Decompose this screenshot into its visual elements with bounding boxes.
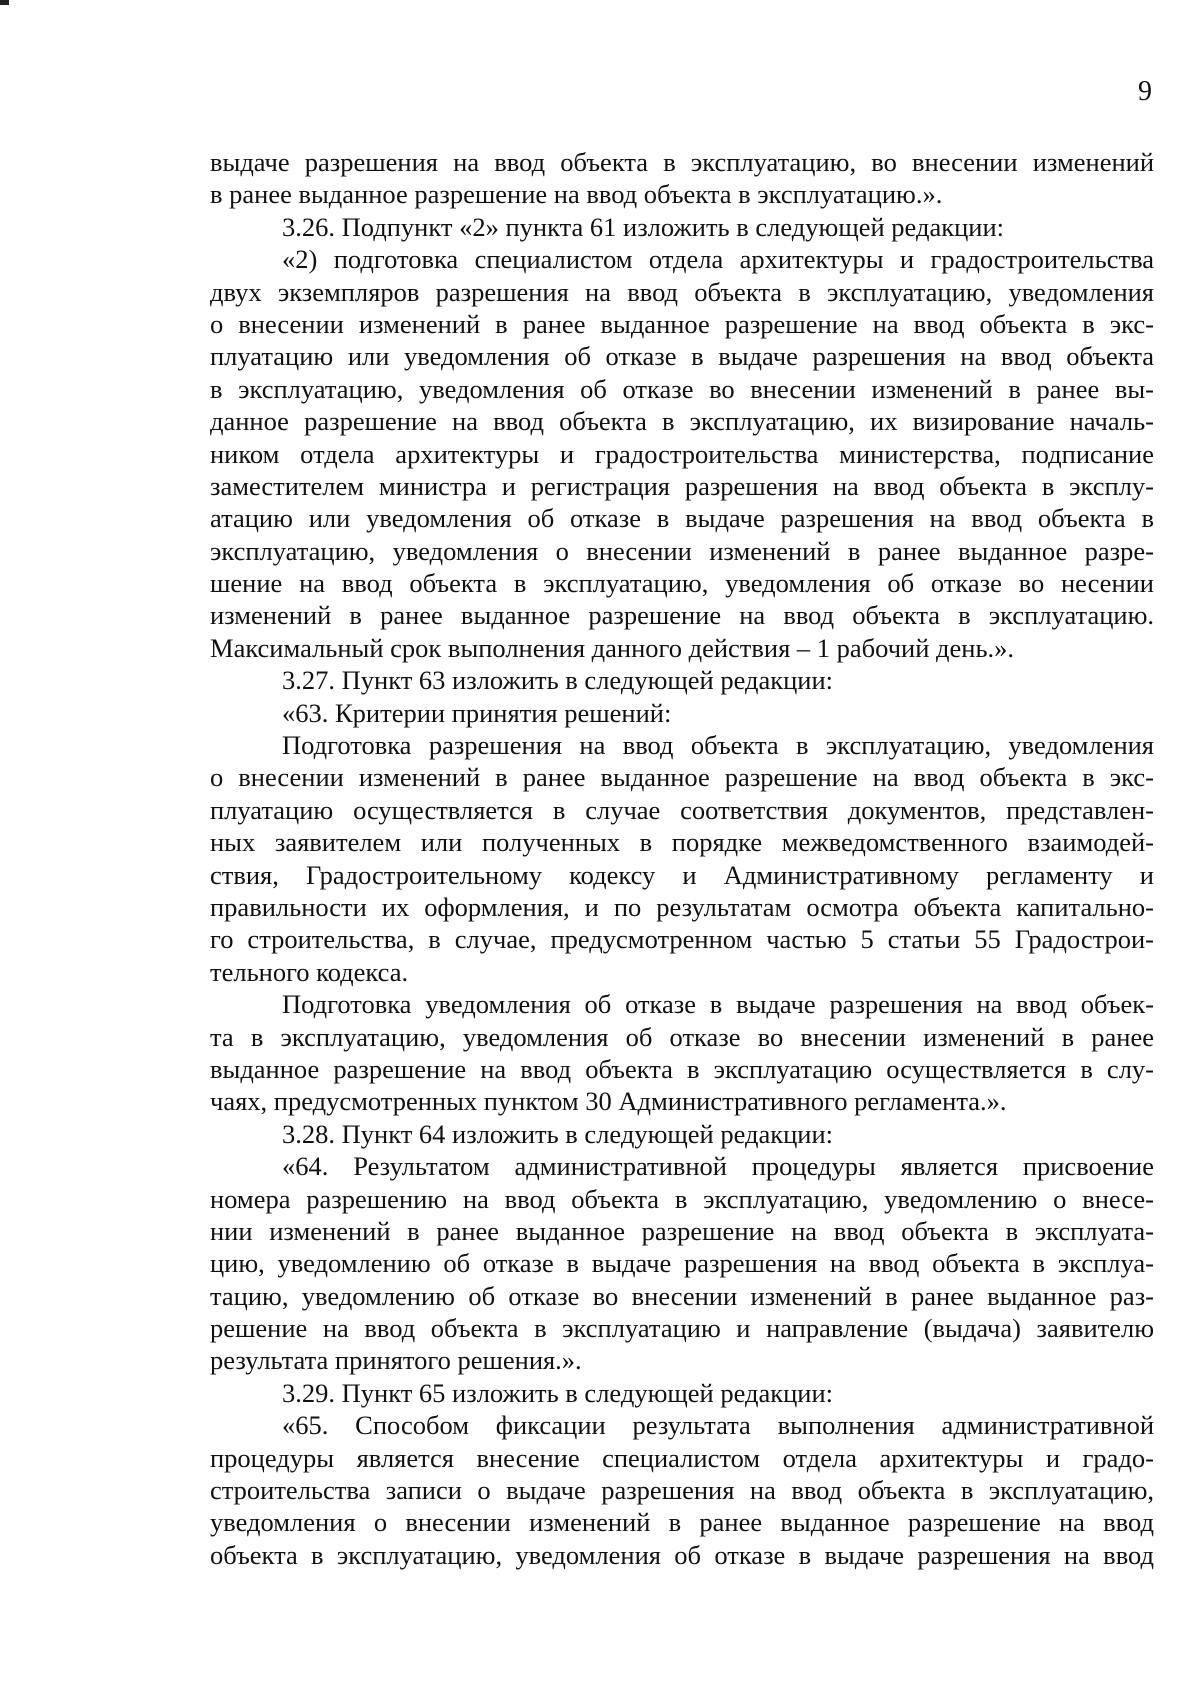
page-number: 9 [1138,76,1152,107]
text-line: номера разрешению на ввод объекта в эксплуатацию, уведомлению о внесе- [210,1183,1154,1214]
text-line: Подготовка уведомления об отказе в выдаче разрешения на ввод объек- [282,989,1154,1020]
text-line: цию, уведомлению об отказе в выдаче разрешения на ввод объекта в эксплуа- [210,1248,1154,1279]
text-line: «63. Критерии принятия решений: [282,697,672,728]
text-line: та в эксплуатацию, уведомления об отказе во внесении изменений в ранее [210,1021,1154,1052]
text-line: «65. Способом фиксации результата выполнения административной [282,1410,1154,1441]
text-line: шение на ввод объекта в эксплуатацию, уведомления об отказе во несении [210,568,1154,599]
text-line: результата принятого решения.». [210,1345,582,1376]
text-line: ных заявителем или полученных в порядке межведомственного взаимодей- [210,827,1154,858]
text-line: двух экземпляров разрешения на ввод объекта в эксплуатацию, уведомления [210,276,1154,307]
text-line: «64. Результатом административной процедуры является присвоение [282,1151,1154,1182]
text-line: изменений в ранее выданное разрешение на ввод объекта в эксплуатацию. [210,600,1154,631]
document-body [210,146,1154,1571]
text-line: о внесении изменений в ранее выданное разрешение на ввод объекта в экс- [210,308,1154,339]
text-line: строительства записи о выдаче разрешения на ввод объекта в эксплуатацию, [210,1475,1154,1506]
text-line: плуатацию или уведомления об отказе в выдаче разрешения на ввод объекта [210,341,1154,372]
text-line: в эксплуатацию, уведомления об отказе во внесении изменений в ранее вы- [210,373,1154,404]
text-line: ником отдела архитектуры и градостроительства министерства, подписание [210,438,1154,469]
text-line: о внесении изменений в ранее выданное разрешение на ввод объекта в экс- [210,762,1154,793]
text-line: объекта в эксплуатацию, уведомления об отказе в выдаче разрешения на ввод [210,1539,1154,1570]
text-line: эксплуатацию, уведомления о внесении изменений в ранее выданное разре- [210,535,1154,566]
text-line: выданное разрешение на ввод объекта в эксплуатацию осуществляется в слу- [210,1053,1154,1084]
text-line: го строительства, в случае, предусмотренном частью 5 статьи 55 Градострои- [210,924,1154,955]
text-line: нии изменений в ранее выданное разрешение на ввод объекта в эксплуата- [210,1215,1154,1246]
text-line: процедуры является внесение специалистом отдела архитектуры и градо- [210,1442,1154,1473]
scan-corner-mark [0,0,9,5]
text-line: «2) подготовка специалистом отдела архитектуры и градостроительства [282,244,1154,275]
text-line: тельного кодекса. [210,956,409,987]
text-line: правильности их оформления, и по результатам осмотра объекта капитально- [210,891,1154,922]
text-line: 3.28. Пункт 64 изложить в следующей редакции: [282,1118,834,1149]
text-line: Подготовка разрешения на ввод объекта в эксплуатацию, уведомления [282,730,1154,761]
text-line: плуатацию осуществляется в случае соответствия документов, представлен- [210,794,1154,825]
text-line: заместителем министра и регистрация разрешения на ввод объекта в эксплу- [210,470,1154,501]
text-line: чаях, предусмотренных пунктом 30 Административного регламента.». [210,1086,1007,1117]
text-line: ствия, Градостроительному кодексу и Административному регламенту и [210,859,1154,890]
text-line: 3.26. Подпункт «2» пункта 61 изложить в следующей редакции: [282,211,1004,242]
text-line: тацию, уведомлению об отказе во внесении изменений в ранее выданное раз- [210,1280,1154,1311]
text-line: в ранее выданное разрешение на ввод объекта в эксплуатацию.». [210,179,943,210]
text-line: данное разрешение на ввод объекта в эксплуатацию, их визирование началь- [210,406,1154,437]
text-line: 3.29. Пункт 65 изложить в следующей редакции: [282,1377,834,1408]
text-line: решение на ввод объекта в эксплуатацию и направление (выдача) заявителю [210,1313,1154,1344]
text-line: выдаче разрешения на ввод объекта в эксплуатацию, во внесении изменений [210,147,1154,177]
text-line: уведомления о внесении изменений в ранее выданное разрешение на ввод [210,1507,1154,1538]
text-line: атацию или уведомления об отказе в выдаче разрешения на ввод объекта в [210,503,1154,534]
text-line: 3.27. Пункт 63 изложить в следующей редакции: [282,665,834,696]
text-line: Максимальный срок выполнения данного действия – 1 рабочий день.». [210,632,1015,663]
